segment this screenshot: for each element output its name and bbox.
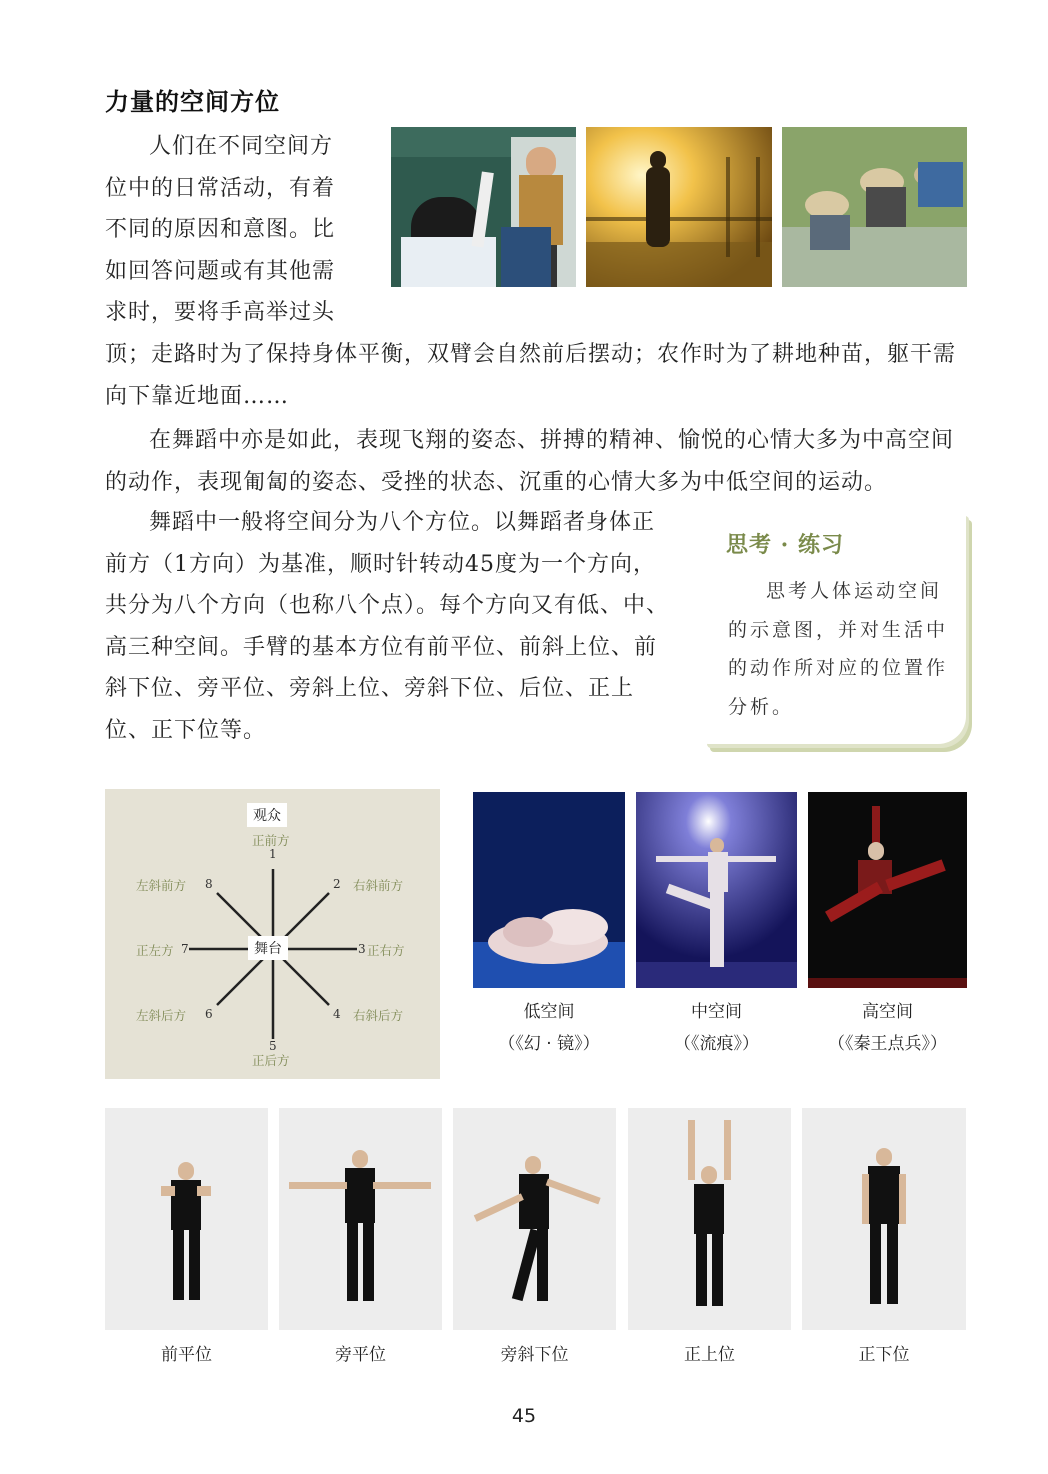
arm-position-photo-side-oblique-down bbox=[453, 1108, 616, 1330]
arm-position-caption: 旁平位 bbox=[335, 1345, 386, 1365]
eight-directions-paragraph: 舞蹈中一般将空间分为八个方位。以舞蹈者身体正前方（1方向）为基准，顺时针转动45度为一个方向，共分为八个方向（也称八个点）。每个方向又有低、中、高三种空间。手臂的基本方位有前平位、前斜上位、前斜下位、旁平位、旁斜上位、旁斜下位、后位、正上位、正下位等。 bbox=[105, 510, 670, 743]
direction-5-label: 正后方 bbox=[252, 1053, 290, 1068]
direction-4-label: 右斜后方 bbox=[353, 1008, 404, 1023]
arm-position-caption: 正上位 bbox=[684, 1345, 735, 1365]
arm-position-caption: 正下位 bbox=[858, 1345, 910, 1365]
direction-8-label: 左斜前方 bbox=[136, 878, 187, 893]
direction-7-label: 正左方 bbox=[136, 943, 174, 958]
walking-photo bbox=[586, 127, 772, 287]
stage-label: 舞台 bbox=[248, 936, 288, 960]
audience-label: 观众 bbox=[247, 803, 287, 827]
intro-line: 人们在不同空间方 bbox=[149, 134, 334, 159]
high-space-work: （《秦王点兵》） bbox=[828, 1034, 947, 1054]
low-space-caption: 低空间 bbox=[523, 1002, 575, 1022]
arm-position-photo-front-level bbox=[105, 1108, 268, 1330]
direction-2-label: 右斜前方 bbox=[353, 878, 404, 893]
arm-position-photo-straight-down bbox=[802, 1108, 966, 1330]
intro-line: 位中的日常活动，有着 bbox=[105, 175, 336, 201]
eight-directions-diagram bbox=[105, 789, 440, 1079]
intro-paragraph-continued: 顶；走路时为了保持身体平衡，双臂会自然前后摆动；农作时为了耕地种苗，躯干需向下靠近地面…… bbox=[105, 342, 957, 409]
middle-space-caption: 中空间 bbox=[691, 1002, 742, 1022]
high-space-photo bbox=[808, 792, 967, 988]
intro-line: 如回答问题或有其他需 bbox=[105, 258, 336, 284]
middle-space-photo bbox=[636, 792, 797, 988]
direction-8-number: 8 bbox=[205, 877, 213, 891]
low-space-photo bbox=[473, 792, 625, 988]
page-number: 45 bbox=[511, 1405, 537, 1427]
intro-paragraph bbox=[105, 126, 373, 334]
arm-position-photo-side-level bbox=[279, 1108, 442, 1330]
think-practice-body: 思考人体运动空间的示意图，并对生活中的动作所对应的位置作分析。 bbox=[728, 580, 949, 718]
dance-space-paragraph: 在舞蹈中亦是如此，表现飞翔的姿态、拼搏的精神、愉悦的心情大多为中高空间的动作，表现匍匐的姿态、受挫的状态、沉重的心情大多为中低空间的运动。 bbox=[105, 428, 955, 495]
direction-2-number: 2 bbox=[333, 877, 341, 891]
low-space-work: （《幻 · 镜》） bbox=[498, 1034, 600, 1054]
high-space-caption: 高空间 bbox=[862, 1002, 913, 1022]
think-practice-box bbox=[704, 512, 966, 744]
intro-line: 不同的原因和意图。比 bbox=[105, 217, 336, 242]
direction-3-number: 3 bbox=[358, 942, 366, 956]
direction-3-label: 正右方 bbox=[367, 943, 405, 958]
direction-6-number: 6 bbox=[205, 1007, 213, 1021]
direction-7-number: 7 bbox=[181, 942, 189, 956]
farming-photo bbox=[782, 127, 967, 287]
intro-line: 求时，要将手高举过头 bbox=[105, 300, 336, 325]
middle-space-work: （《流痕》） bbox=[674, 1034, 759, 1054]
think-practice-title: 思考 · 练习 bbox=[726, 532, 844, 558]
direction-4-number: 4 bbox=[333, 1007, 341, 1021]
arm-position-photo-straight-up bbox=[628, 1108, 791, 1330]
direction-6-label: 左斜后方 bbox=[136, 1008, 187, 1023]
classroom-photo bbox=[391, 127, 576, 287]
arm-position-caption: 前平位 bbox=[161, 1345, 212, 1365]
direction-1-label: 正前方 bbox=[252, 833, 290, 848]
section-title: 力量的空间方位 bbox=[105, 88, 280, 116]
direction-1-number: 1 bbox=[269, 847, 277, 861]
direction-5-number: 5 bbox=[269, 1039, 277, 1053]
arm-position-caption: 旁斜下位 bbox=[500, 1345, 569, 1365]
